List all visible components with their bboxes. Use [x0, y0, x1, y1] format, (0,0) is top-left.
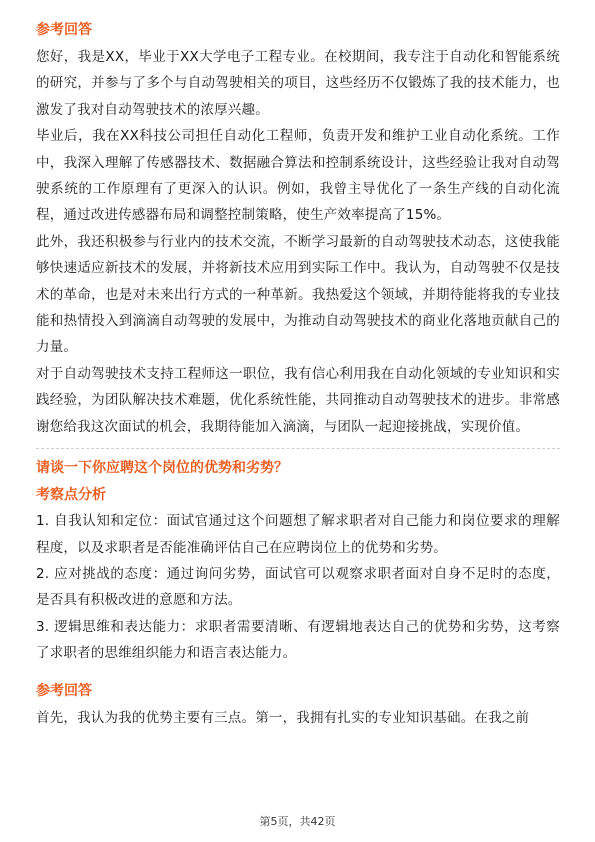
answer-paragraph: 毕业后，我在XX科技公司担任自动化工程师，负责开发和维护工业自动化系统。工作中，我深入理解了传感器技术、数据融合算法和控制系统设计，这些经验让我对自动驾驶系统的工作原理有了更深入的认识。例如，我曾主导优化了一条生产线的自动化流程，通过改进传感器布局和调整控制策略，使生产效率提高了15%。	[36, 128, 560, 224]
reference-answer-heading: 参考回答	[36, 22, 92, 38]
answer-paragraph: 首先，我认为我的优势主要有三点。第一，我拥有扎实的专业知识基础。在我之前	[36, 709, 530, 726]
page-number: 第5页，共42页	[259, 815, 336, 828]
analysis-item: 2. 应对挑战的态度：通过询问劣势，面试官可以观察求职者面对自身不足时的态度，是否具有积极改进的意愿和方法。	[36, 565, 560, 609]
answer-paragraph: 对于自动驾驶技术支持工程师这一职位，我有信心利用我在自动化领域的专业知识和实践经验，为团队解决技术难题，优化系统性能，共同推动自动驾驶技术的进步。非常感谢您给我这次面试的机会，我期待能加入滴滴，与团队一起迎接挑战，实现价值。	[36, 365, 560, 435]
analysis-item: 3. 逻辑思维和表达能力：求职者需要清晰、有逻辑地表达自己的优势和劣势，这考察了求职者的思维组织能力和语言表达能力。	[36, 618, 560, 662]
page-content	[36, 20, 560, 731]
answer-paragraph: 此外，我还积极参与行业内的技术交流，不断学习最新的自动驾驶技术动态，这使我能够快速适应新技术的发展，并将新技术应用到实际工作中。我认为，自动驾驶不仅是技术的革命，也是对未来出行方式的一种革新。我热爱这个领域，并期待能将我的专业技能和热情投入到滴滴自动驾驶的发展中，为推动自动驾驶技术的商业化落地贡献自己的力量。	[36, 233, 560, 356]
interview-question: 请谈一下你应聘这个岗位的优势和劣势？	[36, 460, 288, 477]
section-divider	[36, 448, 560, 449]
reference-answer-heading: 参考回答	[36, 682, 92, 699]
analysis-item: 1. 自我认知和定位：面试官通过这个问题想了解求职者对自己能力和岗位要求的理解程度，以及求职者是否能准确评估自己在应聘岗位上的优势和劣势。	[36, 513, 560, 556]
analysis-heading: 考察点分析	[36, 487, 106, 504]
answer-paragraph: 您好，我是XX，毕业于XX大学电子工程专业。在校期间，我专注于自动化和智能系统的研究，并参与了多个与自动驾驶相关的项目，这些经历不仅锻炼了我的技术能力，也激发了我对自动驾驶技术的浓厚兴趣。	[36, 49, 560, 118]
